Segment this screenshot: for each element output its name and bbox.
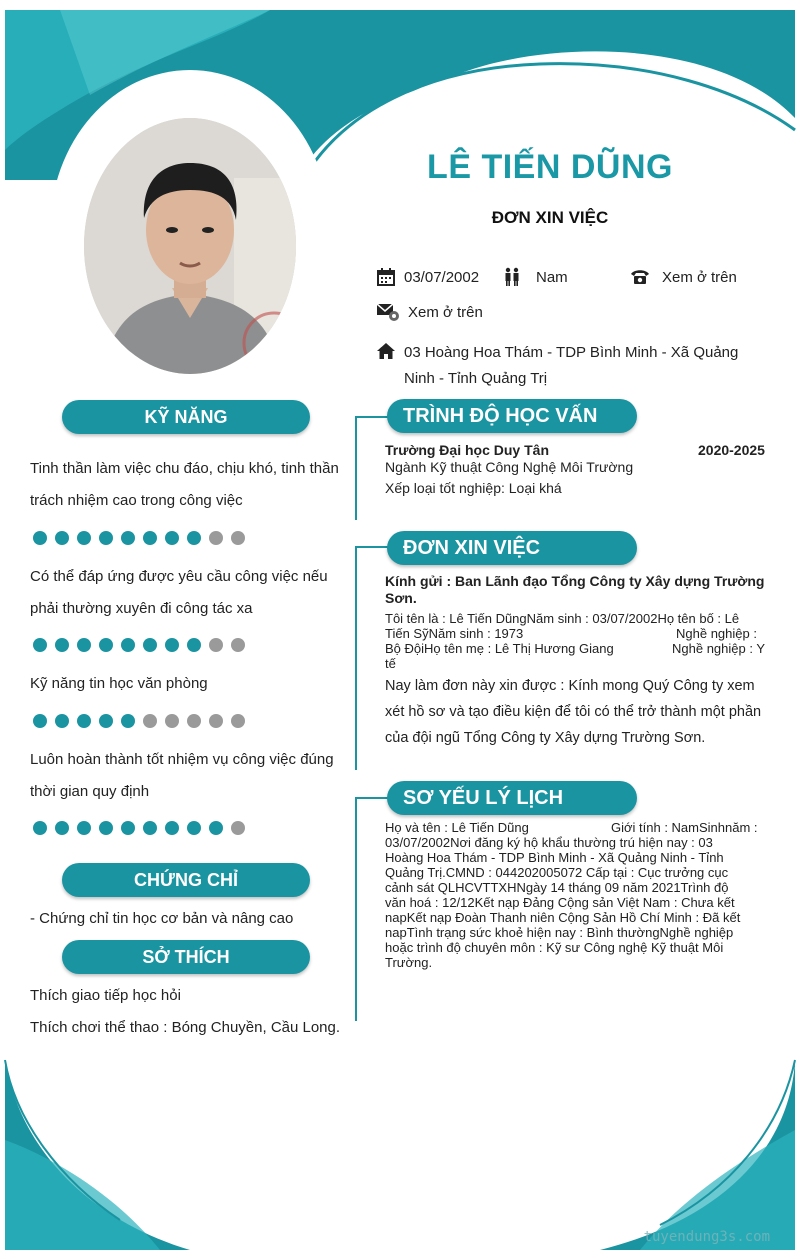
application-timeline: [355, 546, 357, 770]
background-line: Quảng Trị.CMND : 044202005072 Cấp tại : Cục trưởng cục: [385, 865, 729, 880]
background-line: napTình trạng sức khoẻ hiện nay : Bình thườngNghề nghiệp: [385, 925, 734, 940]
email-icon: [376, 302, 400, 322]
background-timeline: [355, 797, 357, 1021]
rating-dot-filled: [121, 714, 135, 728]
rating-dot-filled: [77, 638, 91, 652]
background-line: Hoàng Hoa Thám - TDP Bình Minh - Xã Quảng Ninh - Tỉnh: [385, 850, 724, 865]
rating-dot-filled: [143, 638, 157, 652]
education-grade: Xếp loại tốt nghiệp: Loại khá: [385, 480, 562, 496]
rating-dot-filled: [99, 714, 113, 728]
rating-dot-filled: [99, 638, 113, 652]
rating-dot-filled: [77, 821, 91, 835]
home-icon: [376, 341, 396, 361]
application-line-2b: Nghề nghiệp :: [676, 626, 757, 641]
background-line-1b: Giới tính : NamSinhnăm :: [611, 820, 758, 835]
calendar-icon: [376, 267, 396, 287]
background-line: cảnh sát QLHCVTTXHNgày 14 tháng 09 năm 2021Trình độ: [385, 880, 729, 895]
rating-dot-filled: [77, 531, 91, 545]
application-line-2a: Tiến SỹNăm sinh : 1973: [385, 626, 524, 641]
rating-dot-filled: [33, 821, 47, 835]
skill-rating-3: [33, 714, 245, 728]
skill-text-3: Kỹ năng tin học văn phòng: [30, 675, 208, 692]
background-heading: SƠ YẾU LÝ LỊCH: [387, 781, 637, 815]
application-line-3a: Bộ ĐộiHọ tên mẹ : Lê Thị Hương Giang: [385, 641, 614, 656]
address-row: [376, 340, 756, 392]
rating-dot-empty: [231, 531, 245, 545]
background-line: napKết nạp Đoàn Thanh niên Cộng Sản Hồ Chí Minh : Đã kết: [385, 910, 741, 925]
rating-dot-filled: [187, 531, 201, 545]
rating-dot-filled: [165, 531, 179, 545]
background-details: [385, 835, 775, 970]
application-connector: [355, 546, 389, 548]
background-line: 03/07/2002Nơi đăng ký hộ khẩu thường trú hiện nay : 03: [385, 835, 713, 850]
rating-dot-filled: [33, 714, 47, 728]
education-connector: [355, 416, 389, 418]
rating-dot-filled: [209, 821, 223, 835]
skill-rating-2: [33, 638, 245, 652]
application-line-1: Tôi tên là : Lê Tiến DũngNăm sinh : 03/07/2002Họ tên bố : Lê: [385, 611, 740, 626]
rating-dot-filled: [33, 638, 47, 652]
rating-dot-empty: [231, 821, 245, 835]
phone-row: [630, 267, 737, 287]
gender-value: Nam: [536, 268, 568, 286]
rating-dot-filled: [77, 714, 91, 728]
rating-dot-empty: [209, 638, 223, 652]
profile-photo: [84, 118, 296, 374]
hobbies-heading: SỞ THÍCH: [62, 940, 310, 974]
rating-dot-filled: [187, 821, 201, 835]
background-line: hoặc trình độ chuyên môn : Kỹ sư Công nghệ Kỹ thuật Môi: [385, 940, 724, 955]
gender-row: [502, 267, 568, 287]
email-value: Xem ở trên: [408, 303, 483, 321]
hobby-item-2: Thích chơi thể thao : Bóng Chuyền, Cầu Long.: [30, 1019, 341, 1036]
background-line-1a: Họ và tên : Lê Tiến Dũng: [385, 820, 529, 835]
rating-dot-empty: [209, 714, 223, 728]
watermark: tuyendung3s.com: [643, 1229, 770, 1245]
certificates-heading: CHỨNG CHỈ: [62, 863, 310, 897]
application-line-3b: Nghề nghiệp : Y: [672, 641, 765, 656]
rating-dot-filled: [99, 531, 113, 545]
education-timeline: [355, 416, 357, 520]
certificate-item: - Chứng chỉ tin học cơ bản và nâng cao: [30, 910, 294, 927]
rating-dot-filled: [143, 821, 157, 835]
birthdate-value: 03/07/2002: [404, 268, 480, 286]
application-recipient: Kính gửi : Ban Lãnh đạo Tổng Công ty Xây dựng Trường Sơn.: [385, 573, 765, 606]
school-name: Trường Đại học Duy Tân: [385, 442, 549, 458]
skill-rating-4: [33, 821, 245, 835]
gender-icon: [502, 267, 522, 287]
rating-dot-filled: [55, 638, 69, 652]
skill-text-1: Tinh thần làm việc chu đáo, chịu khó, tinh thần trách nhiệm cao trong công việc: [30, 460, 339, 509]
rating-dot-filled: [121, 531, 135, 545]
rating-dot-empty: [231, 638, 245, 652]
rating-dot-filled: [187, 638, 201, 652]
rating-dot-filled: [99, 821, 113, 835]
rating-dot-filled: [55, 821, 69, 835]
education-heading: TRÌNH ĐỘ HỌC VẤN: [387, 399, 637, 433]
rating-dot-filled: [33, 531, 47, 545]
rating-dot-empty: [165, 714, 179, 728]
hobby-item-1: Thích giao tiếp học hỏi: [30, 987, 181, 1004]
background-connector: [355, 797, 389, 799]
education-years: 2020-2025: [698, 442, 765, 458]
birthdate-row: [376, 267, 479, 287]
rating-dot-filled: [143, 531, 157, 545]
education-major: Ngành Kỹ thuật Công Nghệ Môi Trường: [385, 459, 634, 475]
rating-dot-empty: [209, 531, 223, 545]
document-subtitle: ĐƠN XIN VIỆC: [491, 208, 609, 227]
rating-dot-filled: [55, 531, 69, 545]
application-body: Nay làm đơn này xin được : Kính mong Quý Công ty xem xét hồ sơ và tạo điều kiện để tôi có thể trở thành một phần của đội ngũ Tổng Công ty Xây dựng Trường Sơn.: [385, 678, 762, 746]
avatar-illustration: [84, 118, 296, 374]
rating-dot-empty: [143, 714, 157, 728]
skill-text-2: Có thể đáp ứng được yêu cầu công việc nếu phải thường xuyên đi công tác xa: [30, 568, 328, 617]
email-row: [376, 302, 483, 322]
rating-dot-empty: [187, 714, 201, 728]
rating-dot-filled: [121, 638, 135, 652]
phone-value: Xem ở trên: [662, 268, 737, 286]
rating-dot-filled: [165, 821, 179, 835]
skill-rating-1: [33, 531, 245, 545]
background-line: Trường.: [385, 955, 433, 970]
rating-dot-filled: [165, 638, 179, 652]
phone-icon: [630, 267, 650, 287]
application-heading: ĐƠN XIN VIỆC: [387, 531, 637, 565]
skills-heading: KỸ NĂNG: [62, 400, 310, 434]
address-value: 03 Hoàng Hoa Thám - TDP Bình Minh - Xã Quảng Ninh - Tỉnh Quảng Trị: [404, 344, 739, 387]
candidate-name: LÊ TIẾN DŨNG: [427, 148, 673, 186]
rating-dot-filled: [55, 714, 69, 728]
background-line: văn hoá : 12/12Kết nạp Đảng Cộng sản Việt Nam : Chưa kết: [385, 895, 735, 910]
application-line-4: tế: [385, 656, 396, 671]
rating-dot-empty: [231, 714, 245, 728]
rating-dot-filled: [121, 821, 135, 835]
skill-text-4: Luôn hoàn thành tốt nhiệm vụ công việc đúng thời gian quy định: [30, 751, 334, 800]
